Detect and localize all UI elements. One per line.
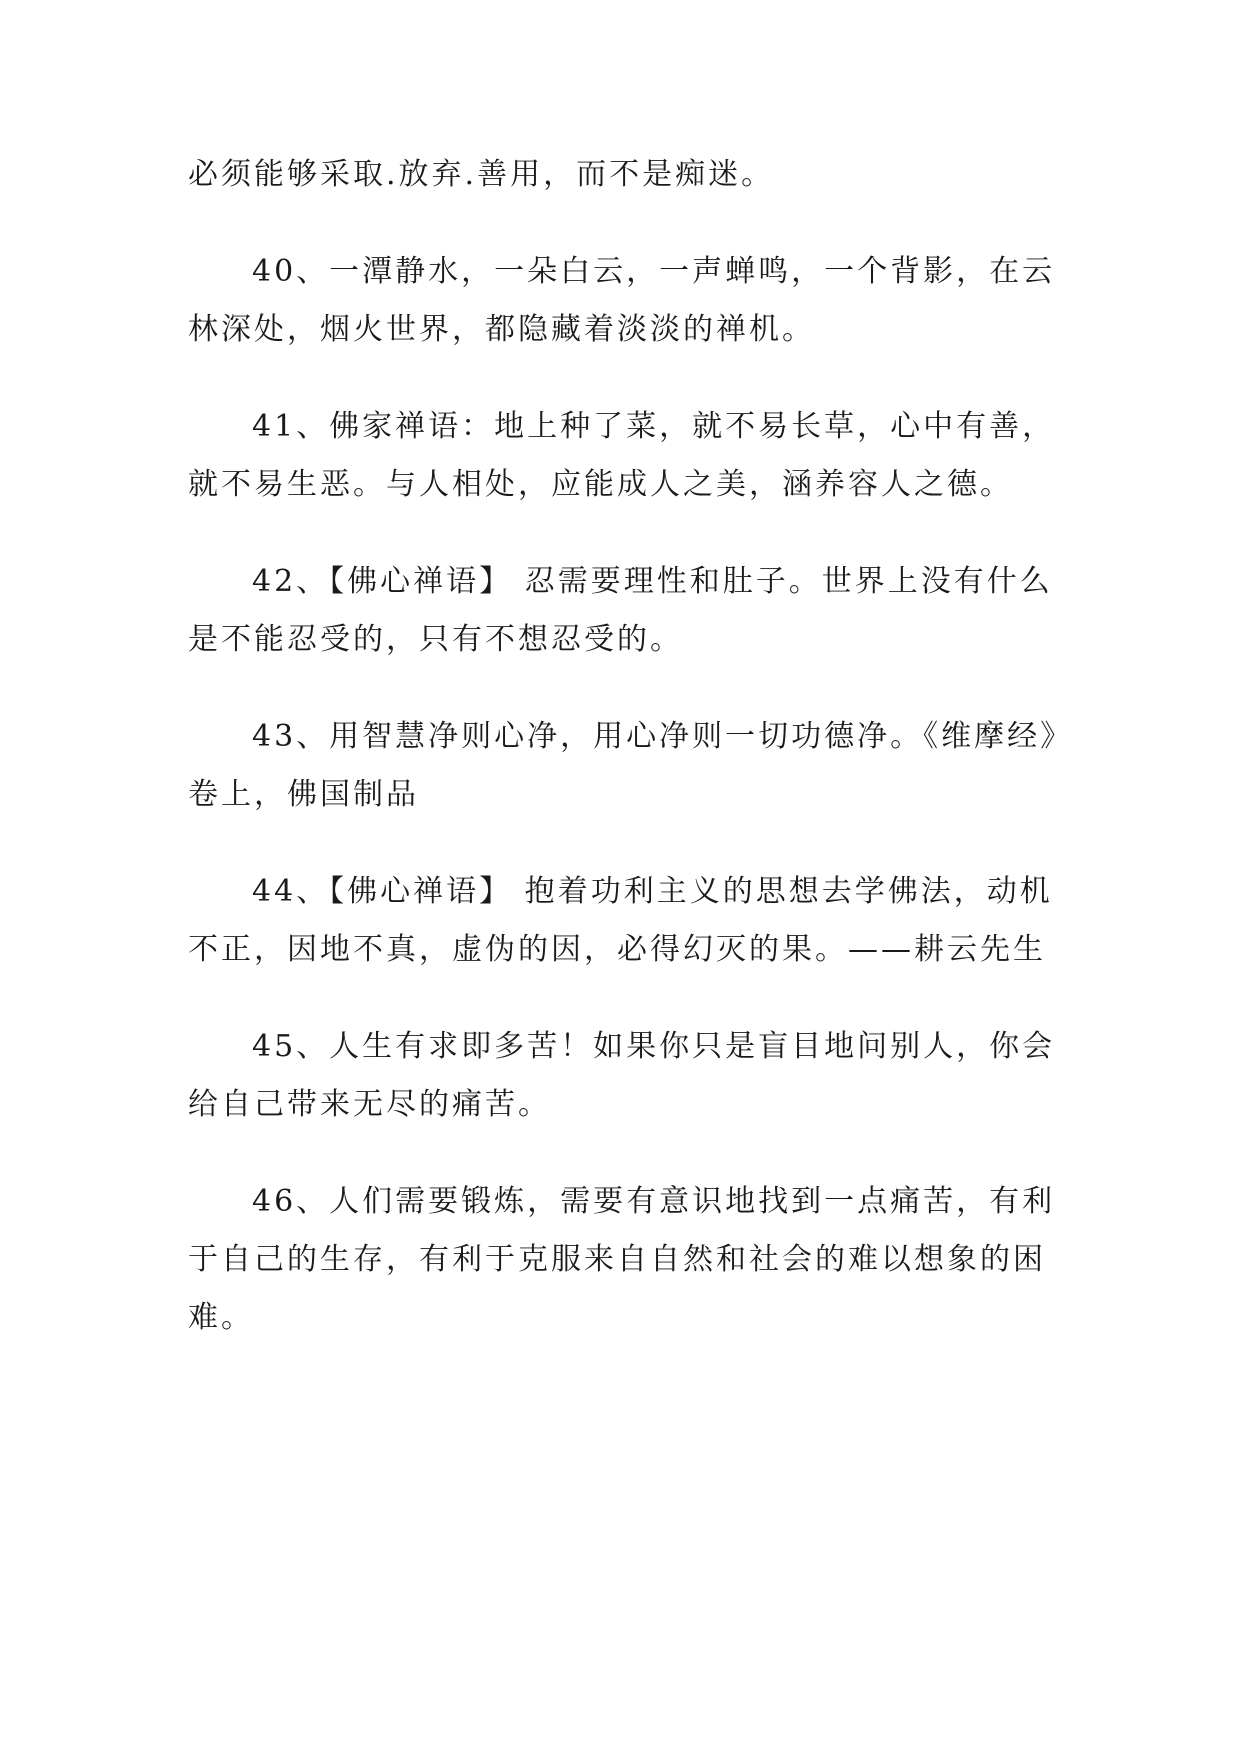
paragraph-43: [188, 708, 1074, 824]
text-line: 是不能忍受的，只有不想忍受的。: [188, 622, 683, 657]
text-line: 41、佛家禅语：地上种了菜，就不易长草，心中有善，: [252, 409, 1056, 444]
text-line: 40、一潭静水，一朵白云，一声蝉鸣，一个背影，在云: [252, 254, 1056, 289]
paragraph-continuation: [188, 146, 1068, 204]
text-line: 44、【佛心禅语】 抱着功利主义的思想去学佛法，动机: [252, 874, 1053, 909]
paragraph-44: [188, 863, 1068, 979]
paragraph-46: [188, 1173, 1068, 1347]
text-line: 必须能够采取.放弃.善用，而不是痴迷。: [188, 157, 775, 192]
paragraph-45: [188, 1018, 1068, 1134]
text-line: 难。: [188, 1300, 254, 1335]
text-line: 就不易生恶。与人相处，应能成人之美，涵养容人之德。: [188, 467, 1013, 502]
paragraph-42: [188, 553, 1068, 669]
paragraph-40: [188, 243, 1068, 359]
text-line: 不正，因地不真，虚伪的因，必得幻灭的果。——耕云先生: [188, 932, 1046, 967]
text-line: 于自己的生存，有利于克服来自自然和社会的难以想象的困: [188, 1242, 1046, 1277]
text-line: 43、用智慧净则心净，用心净则一切功德净。《维摩经》: [252, 719, 1074, 754]
text-line: 给自己带来无尽的痛苦。: [188, 1087, 551, 1122]
text-line: 林深处，烟火世界，都隐藏着淡淡的禅机。: [188, 312, 815, 347]
text-line: 45、人生有求即多苦！如果你只是盲目地问别人，你会: [252, 1029, 1056, 1064]
text-line: 卷上，佛国制品: [188, 777, 419, 812]
text-line: 46、人们需要锻炼，需要有意识地找到一点痛苦，有利: [252, 1184, 1056, 1219]
text-line: 42、【佛心禅语】 忍需要理性和肚子。世界上没有什么: [252, 564, 1053, 599]
paragraph-41: [188, 398, 1068, 514]
